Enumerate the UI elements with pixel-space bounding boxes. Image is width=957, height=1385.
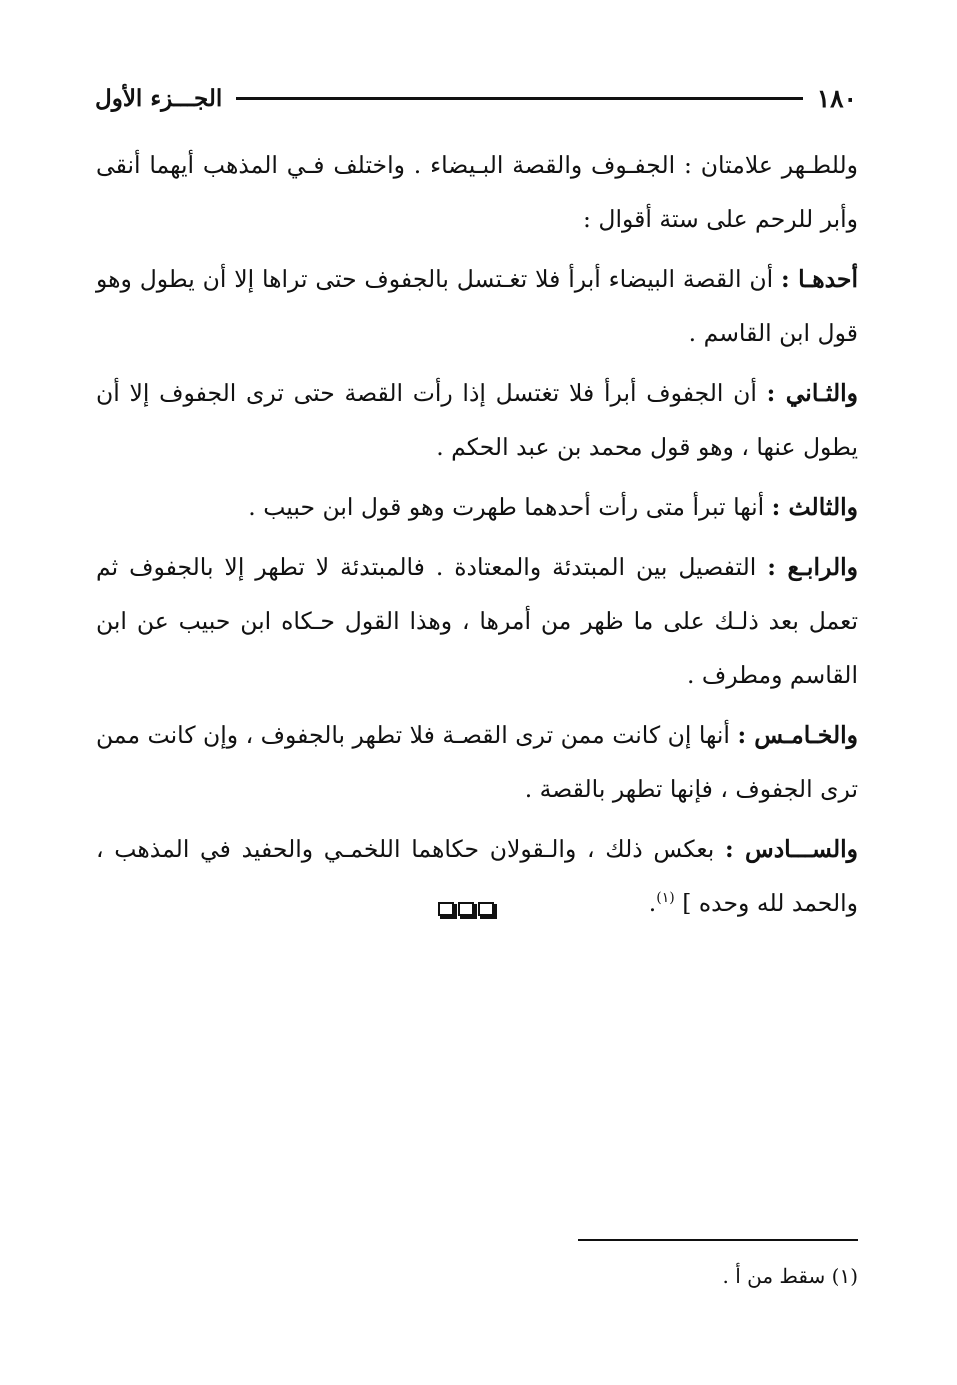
- footnote-reference: (١): [656, 890, 675, 907]
- saying-lead: والثالث :: [771, 493, 858, 521]
- running-title: الجـــزء الأول: [95, 84, 223, 112]
- saying-text: أنها إن كانت ممن ترى القصـة فلا تطهر بالجفوف ، وإن كانت ممن ترى الجفوف ، فإنها تطهر بالقصة .: [96, 721, 858, 803]
- footnote: (١) سقط من أ .: [722, 1264, 858, 1288]
- page-header: [95, 78, 857, 118]
- saying-lead: والثـاني :: [766, 379, 858, 407]
- ornament-box-icon: [478, 902, 494, 916]
- saying-lead: والرابـع :: [767, 553, 858, 581]
- saying-paragraph-5: [96, 708, 858, 816]
- ornament-box-icon: [438, 902, 454, 916]
- saying-text: أنها تبرأ متى رأت أحدهما طهرت وهو قول ابن حبيب .: [248, 493, 772, 521]
- saying-text: أن الجفوف أبرأ فلا تغتسل إذا رأت القصة حتى ترى الجفوف إلا أن يطول عنها ، وهو قول محمد بن عبد الحكم .: [96, 379, 858, 461]
- header-rule: [236, 97, 802, 100]
- saying-text: أن القصة البيضاء أبرأ فلا تغـتسل بالجفوف حتى تراها إلا أن يطول وهو قول ابن القاسم .: [96, 265, 858, 347]
- intro-paragraph: وللطـهر علامتان : الجفـوف والقصة البـيضاء . واختلف فـي المذهب أيهما أنقى وأبر للرحم على ستة أقوال :: [96, 151, 858, 233]
- saying-text: التفصيل بين المبتدئة والمعتادة . فالمبتدئة لا تطهر إلا بالجفوف ثم تعمل بعد ذلـك على ما ظهر من أمرها ، وهذا القول حـكاه ابن حبيب عن ابن القاسم ومطرف .: [96, 553, 858, 689]
- footnote-rule: [578, 1239, 858, 1241]
- saying-tail: .: [648, 889, 657, 917]
- saying-paragraph-4: [96, 540, 858, 702]
- saying-lead: والســـادس :: [724, 835, 858, 863]
- body-text: [96, 138, 858, 936]
- saying-text: بعكس ذلك ، والـقولان حكاهما اللخمـي والحفيد في المذهب ، والحمد لله وحده ]: [96, 835, 858, 917]
- saying-paragraph-1: [96, 252, 858, 360]
- saying-paragraph-2: [96, 366, 858, 474]
- saying-paragraph-3: [96, 480, 858, 534]
- page-number: ١٨٠: [816, 83, 857, 113]
- section-end-ornament: [438, 902, 494, 916]
- saying-lead: أحدهـا :: [780, 265, 858, 293]
- ornament-box-icon: [458, 902, 474, 916]
- saying-lead: والخـامـس :: [737, 721, 858, 749]
